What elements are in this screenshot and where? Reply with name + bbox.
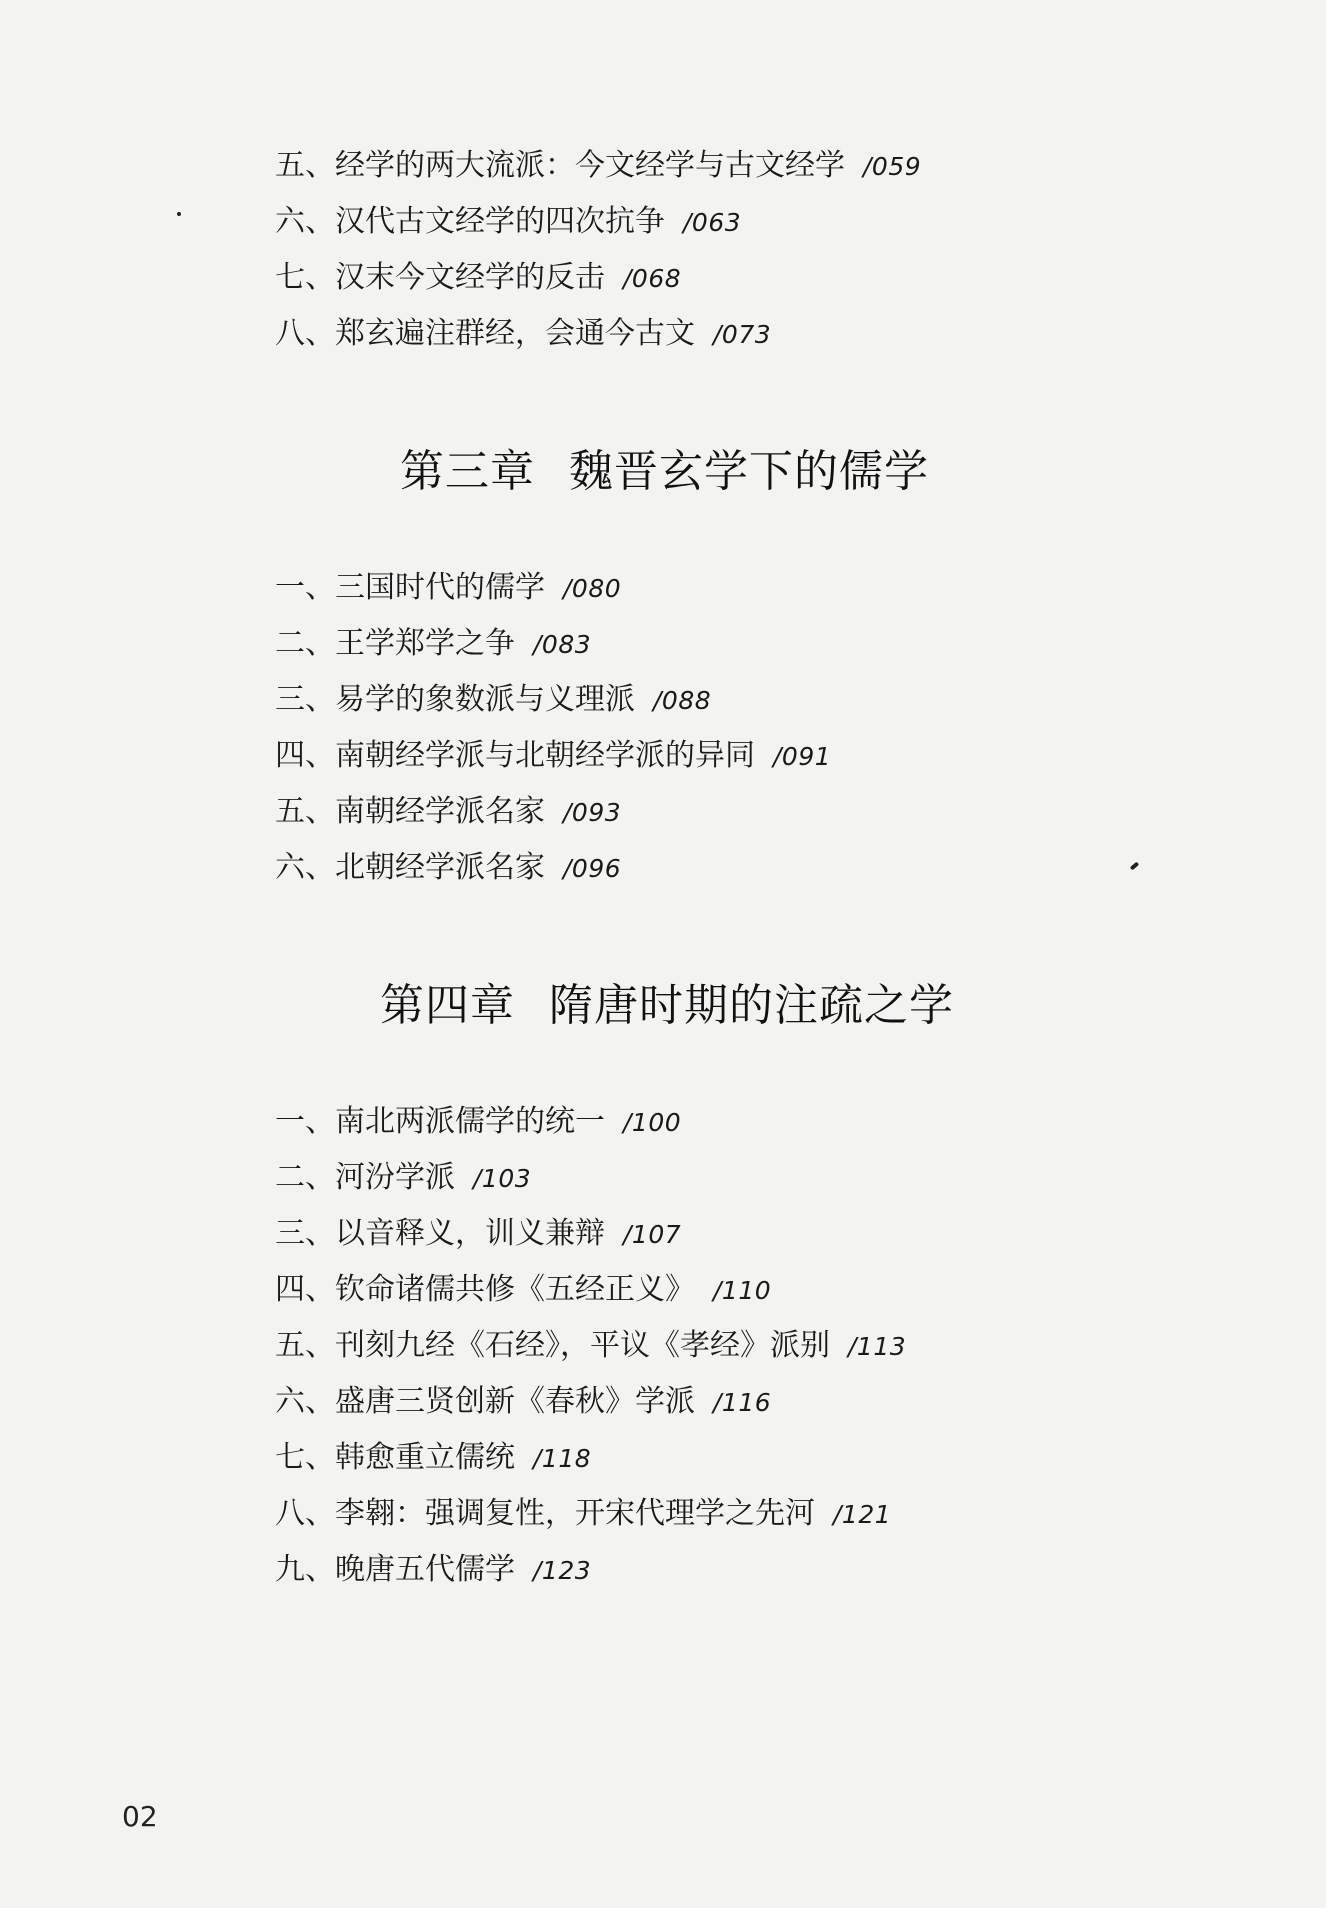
toc-entry-page: /073 bbox=[713, 320, 772, 349]
ink-speck bbox=[1130, 862, 1139, 871]
toc-entry-title: 六、北朝经学派名家 bbox=[275, 850, 545, 885]
toc-entry[interactable] bbox=[275, 848, 621, 889]
toc-entry-page: /093 bbox=[563, 798, 622, 827]
toc-entry-page: /083 bbox=[533, 630, 592, 659]
toc-entry-title: 二、河汾学派 bbox=[275, 1160, 455, 1195]
toc-entry-title: 三、以音释义，训义兼辩 bbox=[275, 1216, 605, 1251]
ink-speck bbox=[177, 212, 181, 216]
toc-entry[interactable] bbox=[275, 792, 621, 833]
toc-entry[interactable] bbox=[275, 1494, 891, 1535]
toc-entry[interactable] bbox=[275, 258, 681, 299]
chapter-heading[interactable] bbox=[380, 978, 954, 1034]
toc-entry[interactable] bbox=[275, 146, 921, 187]
toc-entry-page: /107 bbox=[623, 1220, 682, 1249]
toc-entry[interactable] bbox=[275, 202, 741, 243]
chapter-label: 第四章 bbox=[380, 980, 515, 1031]
toc-entry-page: /116 bbox=[713, 1388, 772, 1417]
toc-entry-page: /091 bbox=[773, 742, 832, 771]
toc-entry-page: /103 bbox=[473, 1164, 532, 1193]
toc-entry[interactable] bbox=[275, 568, 621, 609]
page-number: 02 bbox=[122, 1800, 158, 1833]
toc-entry-page: /121 bbox=[833, 1500, 892, 1529]
toc-entry[interactable] bbox=[275, 1550, 591, 1591]
toc-entry-title: 二、王学郑学之争 bbox=[275, 626, 515, 661]
toc-entry-page: /088 bbox=[653, 686, 712, 715]
toc-entry[interactable] bbox=[275, 1326, 906, 1367]
toc-entry[interactable] bbox=[275, 680, 711, 721]
toc-entry-page: /059 bbox=[863, 152, 922, 181]
toc-entry-page: /118 bbox=[533, 1444, 592, 1473]
toc-entry[interactable] bbox=[275, 736, 831, 777]
toc-entry-page: /123 bbox=[533, 1556, 592, 1585]
chapter-label: 第三章 bbox=[400, 446, 535, 497]
toc-entry-title: 四、钦命诸儒共修《五经正义》 bbox=[275, 1272, 695, 1307]
toc-entry-page: /063 bbox=[683, 208, 742, 237]
toc-entry-title: 八、郑玄遍注群经，会通今古文 bbox=[275, 316, 695, 351]
toc-entry-title: 六、汉代古文经学的四次抗争 bbox=[275, 204, 665, 239]
toc-entry[interactable] bbox=[275, 1102, 681, 1143]
toc-entry-title: 七、韩愈重立儒统 bbox=[275, 1440, 515, 1475]
toc-entry-page: /068 bbox=[623, 264, 682, 293]
toc-entry-title: 八、李翱：强调复性，开宋代理学之先河 bbox=[275, 1496, 815, 1531]
toc-entry-title: 一、三国时代的儒学 bbox=[275, 570, 545, 605]
toc-entry-title: 九、晚唐五代儒学 bbox=[275, 1552, 515, 1587]
toc-entry-page: /113 bbox=[848, 1332, 907, 1361]
chapter-title: 隋唐时期的注疏之学 bbox=[549, 980, 954, 1031]
toc-entry-page: /100 bbox=[623, 1108, 682, 1137]
toc-entry[interactable] bbox=[275, 1382, 771, 1423]
toc-entry-title: 五、南朝经学派名家 bbox=[275, 794, 545, 829]
toc-entry-title: 三、易学的象数派与义理派 bbox=[275, 682, 635, 717]
toc-entry[interactable] bbox=[275, 314, 771, 355]
chapter-heading[interactable] bbox=[400, 444, 929, 500]
toc-entry-title: 五、经学的两大流派：今文经学与古文经学 bbox=[275, 148, 845, 183]
toc-entry-title: 一、南北两派儒学的统一 bbox=[275, 1104, 605, 1139]
toc-entry-page: /096 bbox=[563, 854, 622, 883]
toc-entry[interactable] bbox=[275, 1270, 771, 1311]
toc-entry-title: 四、南朝经学派与北朝经学派的异同 bbox=[275, 738, 755, 773]
toc-entry[interactable] bbox=[275, 1214, 681, 1255]
chapter-title: 魏晋玄学下的儒学 bbox=[569, 446, 929, 497]
toc-entry[interactable] bbox=[275, 1158, 531, 1199]
toc-entry[interactable] bbox=[275, 624, 591, 665]
toc-entry-title: 六、盛唐三贤创新《春秋》学派 bbox=[275, 1384, 695, 1419]
toc-entry-title: 五、刊刻九经《石经》，平议《孝经》派别 bbox=[275, 1328, 830, 1363]
toc-entry-page: /110 bbox=[713, 1276, 772, 1305]
toc-entry-page: /080 bbox=[563, 574, 622, 603]
toc-entry-title: 七、汉末今文经学的反击 bbox=[275, 260, 605, 295]
toc-entry[interactable] bbox=[275, 1438, 591, 1479]
